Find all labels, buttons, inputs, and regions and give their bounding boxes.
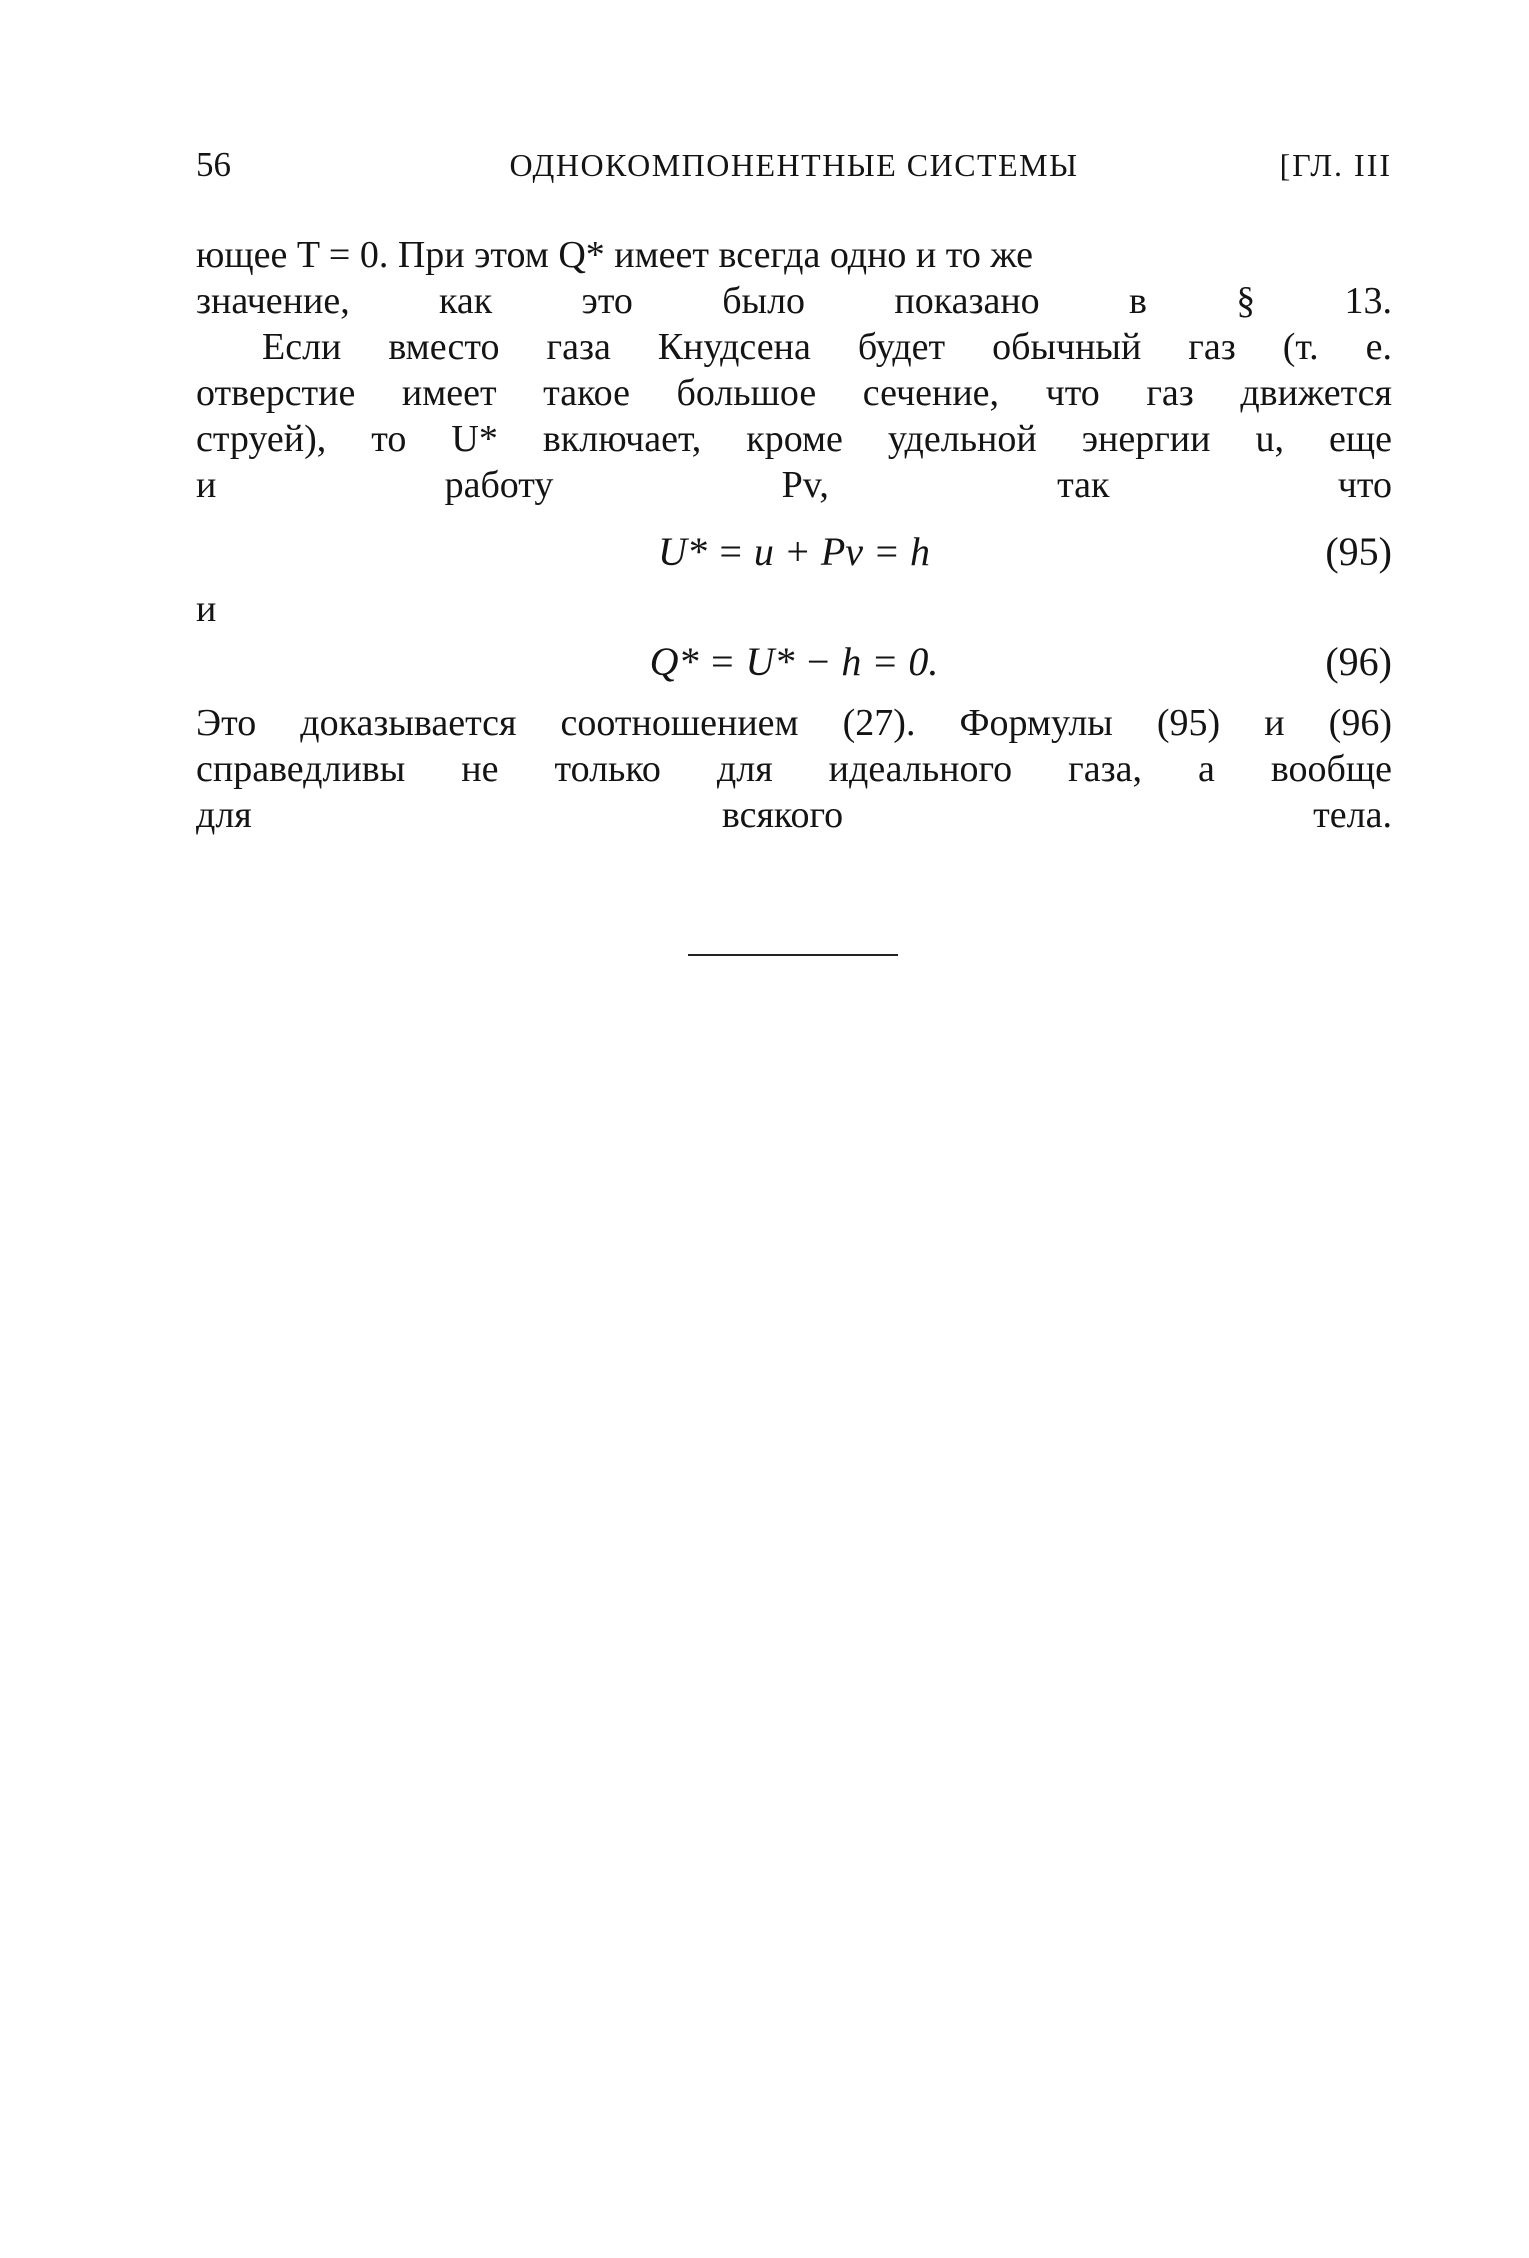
equation-96-number: (96)	[1325, 639, 1392, 684]
paragraph-1-line-2: значение, как это было показано в § 13.	[196, 280, 1392, 322]
running-title: ОДНОКОМПОНЕНТНЫЕ СИСТЕМЫ	[509, 147, 1079, 183]
paragraph-1-line-1: ющее T = 0. При этом Q* имеет всегда одно и то же	[196, 234, 1033, 276]
page-number: 56	[196, 145, 231, 184]
running-head	[196, 140, 1392, 190]
chapter-label: [ГЛ. III	[1279, 147, 1392, 183]
paragraph-2-line-4: и работу Pv, так что	[196, 464, 1392, 506]
equation-96	[196, 634, 1392, 690]
equation-96-formula: Q* = U* − h = 0.	[649, 639, 939, 684]
paragraph-3-line-3: для всякого тела.	[196, 794, 1392, 836]
paragraph-3	[196, 700, 1392, 838]
conjunction-and: и	[196, 588, 217, 630]
paragraph-3-line-1: Это доказывается соотношением (27). Формулы (95) и (96)	[196, 702, 1392, 744]
equation-95	[196, 524, 1392, 580]
paragraph-1	[196, 232, 1392, 324]
paragraph-2-line-2: отверстие имеет такое большое сечение, что газ движется	[196, 372, 1392, 414]
paragraph-2-line-1: Если вместо газа Кнудсена будет обычный газ (т. е.	[262, 326, 1392, 368]
end-rule	[688, 954, 898, 956]
paragraph-2-line-3: струей), то U* включает, кроме удельной энергии u, еще	[196, 418, 1392, 460]
equation-95-formula: U* = u + Pv = h	[657, 529, 931, 574]
equation-95-number: (95)	[1325, 529, 1392, 574]
paragraph-3-line-2: справедливы не только для идеального газа, а вообще	[196, 748, 1392, 790]
paragraph-2	[196, 324, 1392, 508]
